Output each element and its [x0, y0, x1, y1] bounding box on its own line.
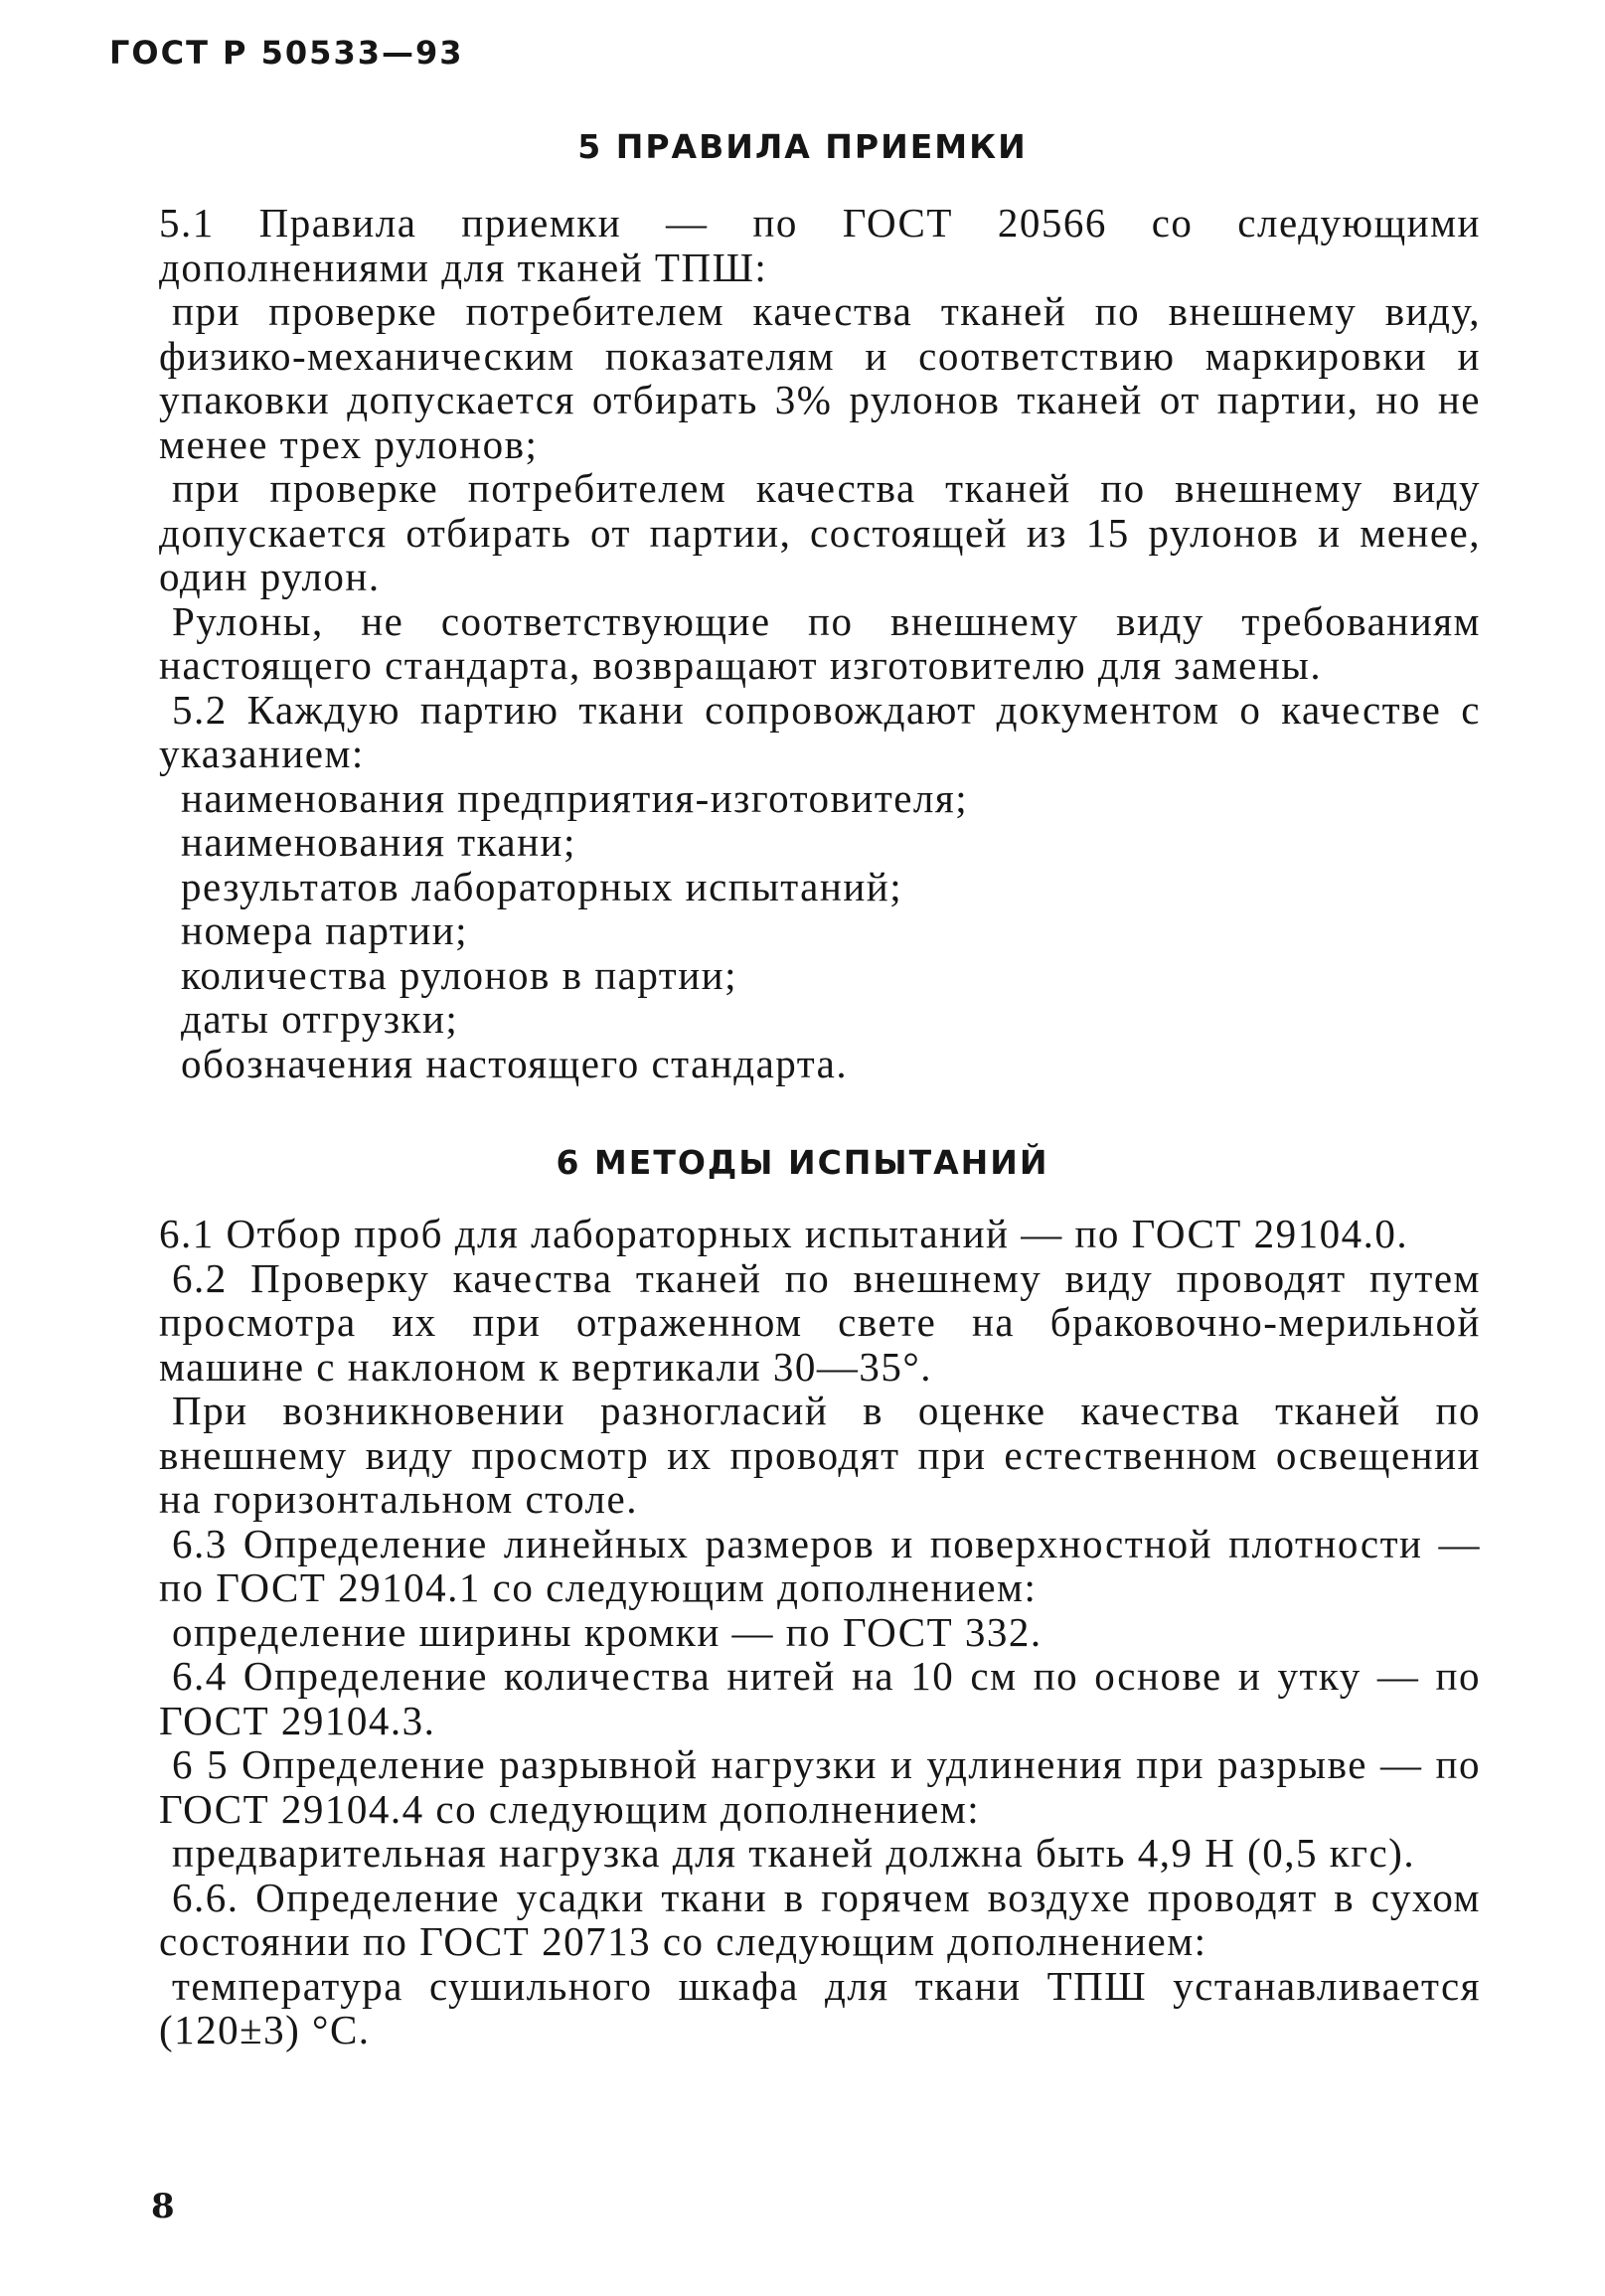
list-item: количества рулонов в партии; [181, 951, 737, 998]
clause-6-4: 6.4 Определение количества нитей на 10 см по основе и утку — по ГОСТ 29104.3. [159, 1653, 1481, 1743]
clause-5-1-a: при проверке потребителем качества тканей по внешнему виду, физико-механическим показателям и соответствию маркировки и упаковки допускается отбирать 3% рулонов тканей от партии, но не менее трех рулонов; [159, 288, 1481, 467]
list-item: даты отгрузки; [181, 996, 459, 1042]
clause-6-3: 6.3 Определение линейных размеров и поверхностной плотности — по ГОСТ 29104.1 со следующим дополнением: [159, 1520, 1481, 1610]
clause-6-3-a: определение ширины кромки — по ГОСТ 332. [172, 1608, 1043, 1655]
clause-5-1-b: при проверке потребителем качества тканей по внешнему виду допускается отбирать от партии, состоящей из 15 рулонов и менее, один рулон. [159, 465, 1481, 599]
section-6-body [159, 1212, 1481, 2052]
list-item: наименования предприятия-изготовителя; [181, 774, 969, 821]
clause-6-2-a: При возникновении разногласий в оценке качества тканей по внешнему виду просмотр их проводят при естественном освещении на горизонтальном столе. [159, 1388, 1481, 1522]
page-number: 8 [151, 2187, 175, 2226]
clause-6-1: 6.1 Отбор проб для лабораторных испытаний — по ГОСТ 29104.0. [159, 1211, 1409, 1256]
section-5-body [159, 201, 1481, 1085]
list-item: обозначения настоящего стандарта. [181, 1040, 849, 1086]
list-item: номера партии; [181, 907, 469, 953]
clause-6-6: 6.6. Определение усадки ткани в горячем воздухе проводят в сухом состоянии по ГОСТ 20713 со следующим дополнением: [159, 1874, 1481, 1964]
clause-6-6-a: температура сушильного шкафа для ткани ТПШ устанавливается (120±3) °С. [159, 1962, 1481, 2052]
section-5-title: 5 ПРАВИЛА ПРИЕМКИ [577, 127, 1028, 166]
clause-6-5: 6 5 Определение разрывной нагрузки и удлинения при разрыве — по ГОСТ 29104.4 со следующим дополнением: [159, 1741, 1481, 1832]
clause-6-2: 6.2 Проверку качества тканей по внешнему виду проводят путем просмотра их при отраженном свете на браковочно-мерильной машине с наклоном к вертикали 30—35°. [159, 1254, 1481, 1390]
clause-5-2: 5.2 Каждую партию ткани сопровождают документом о качестве с указанием: [159, 686, 1481, 776]
list-item: результатов лабораторных испытаний; [181, 863, 903, 909]
clause-5-1-c: Рулоны, не соответствующие по внешнему виду требованиям настоящего стандарта, возвращают изготовителю для замены. [159, 597, 1481, 688]
list-item: наименования ткани; [181, 819, 576, 865]
section-6-title: 6 МЕТОДЫ ИСПЫТАНИЙ [556, 1143, 1049, 1182]
clause-6-5-a: предварительная нагрузка для тканей должна быть 4,9 Н (0,5 кгс). [172, 1830, 1416, 1876]
document-header: ГОСТ Р 50533—93 [109, 34, 464, 72]
clause-5-1: 5.1 Правила приемки — по ГОСТ 20566 со следующими дополнениями для тканей ТПШ: [159, 200, 1481, 290]
